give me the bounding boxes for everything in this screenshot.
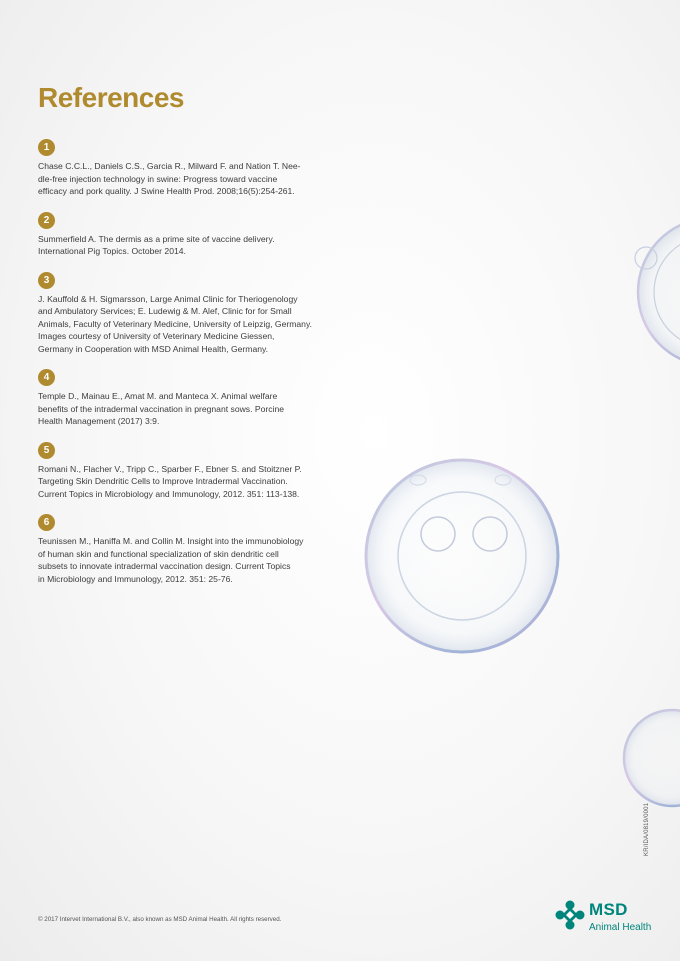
document-code: KR/IDA/0819/0001 xyxy=(644,802,650,856)
reference-text: Chase C.C.L., Daniels C.S., Garcia R., Milward F. and Nation T. Nee- dle-free injection technology in swine: Progress toward vaccine efficacy and pork quality. J Swine Health Prod. 2008;16(5):254-261. xyxy=(38,161,301,196)
reference-number-badge: 6 xyxy=(38,514,55,531)
reference-number-badge: 3 xyxy=(38,272,55,289)
msd-logo xyxy=(555,898,665,938)
logo-subtitle: Animal Health xyxy=(589,922,652,933)
reference-text: Summerfield A. The dermis as a prime site of vaccine delivery. International Pig Topics. October 2014. xyxy=(38,233,275,256)
reference-number-badge: 1 xyxy=(38,139,55,156)
lower-right-bubble xyxy=(624,710,680,806)
reference-number-badge: 2 xyxy=(38,212,55,229)
upper-right-bubble xyxy=(635,218,680,366)
reference-text: Temple D., Mainau E., Amat M. and Manteca X. Animal welfare benefits of the intradermal vaccination in pregnant sows. Porcine Health Management (2017) 3:9. xyxy=(38,391,285,426)
logo-name: MSD xyxy=(589,900,628,919)
reference-text: Teunissen M., Haniffa M. and Collin M. Insight into the immunobiology of human skin and functional specialization of skin dendritic cell subsets to innovate intradermal vaccination design. Current Topics in Microbiology and Immunology, 2012. 351: 25-76. xyxy=(38,536,304,584)
copyright-notice: © 2017 Intervet International B.V., also known as MSD Animal Health. All rights reserved. xyxy=(38,916,282,923)
reference-text: Romani N., Flacher V., Tripp C., Sparber F., Ebner S. and Stoitzner P. Targeting Skin Dendritic Cells to Improve Intradermal Vaccination. Current Topics in Microbiology and Immunology, 2012. 351: 113-138. xyxy=(38,463,302,499)
large-bubble xyxy=(366,460,558,652)
page-title: References xyxy=(38,82,184,113)
reference-text: J. Kauffold & H. Sigmarsson, Large Animal Clinic for Theriogenology and Ambulatory Services; E. Ludewig & M. Alef, Clinic for for Small Animals, Faculty of Veterinary Medicine, University of Leipzig, Germany. Images courtesy of University of Veterinary Medicine Giessen, Germany in Cooperation with MSD Animal Health, Germany. xyxy=(38,293,312,354)
reference-number-badge: 5 xyxy=(38,442,55,459)
reference-number-badge: 4 xyxy=(38,369,55,386)
msd-logo-icon xyxy=(555,900,585,930)
